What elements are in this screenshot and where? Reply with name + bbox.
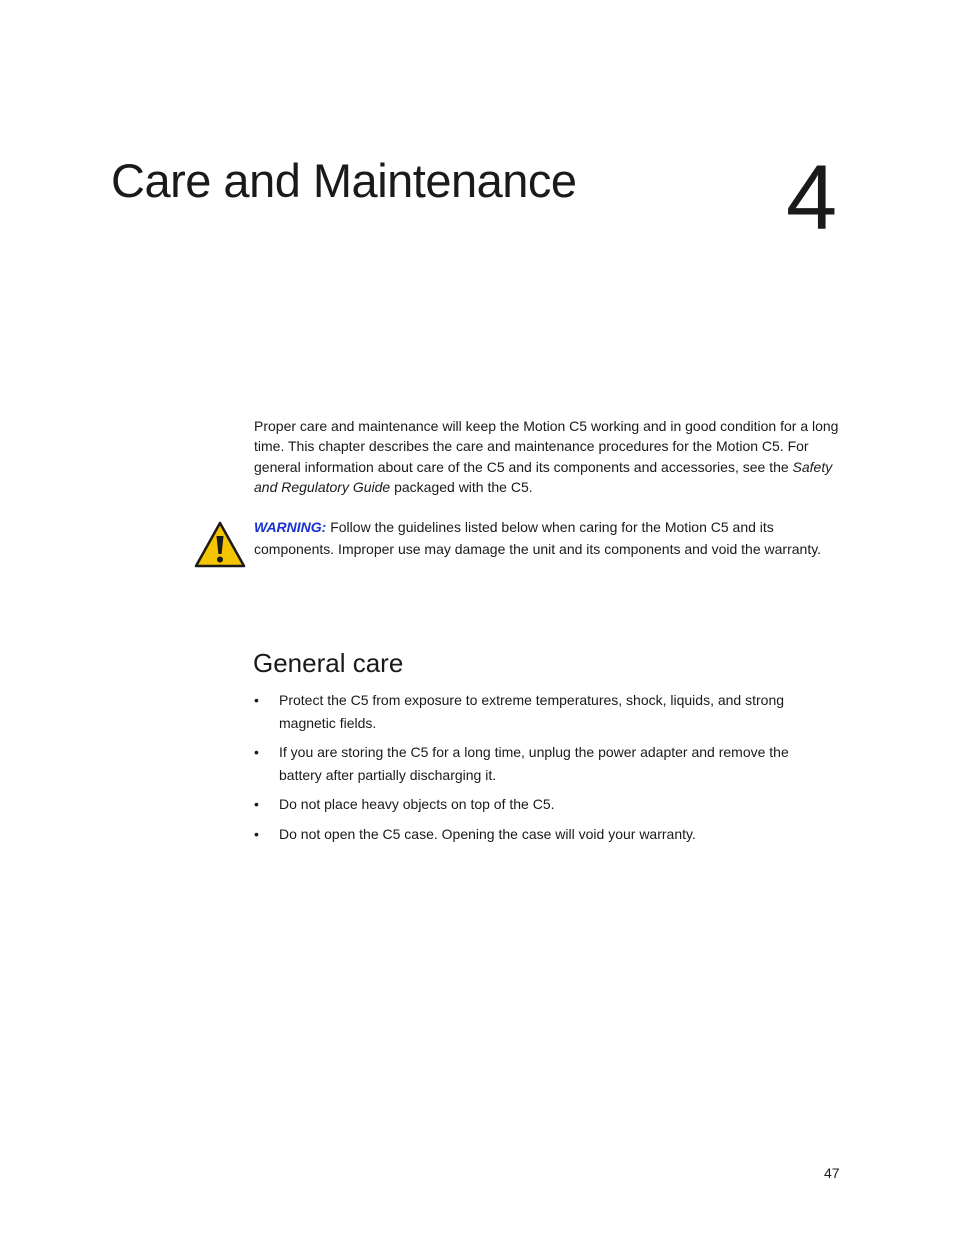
warning-label: WARNING: xyxy=(254,519,327,535)
list-item xyxy=(254,689,834,734)
intro-paragraph xyxy=(254,416,844,498)
bullet-icon: • xyxy=(254,825,259,842)
list-item-text: Protect the C5 from exposure to extreme temperatures, shock, liquids, and strong magnetic fields. xyxy=(279,692,785,731)
warning-text: Follow the guidelines listed below when caring for the Motion C5 and its components. Improper use may damage the unit and its components and void the warranty. xyxy=(254,519,822,557)
page-number: 47 xyxy=(824,1165,840,1181)
list-item xyxy=(254,823,834,846)
list-item-text: If you are storing the C5 for a long time, unplug the power adapter and remove the battery after partially discharging it. xyxy=(279,744,789,783)
list-item-text: Do not open the C5 case. Opening the case will void your warranty. xyxy=(279,825,696,842)
warning-triangle-icon xyxy=(193,520,247,570)
list-item xyxy=(254,741,834,786)
intro-text-start: Proper care and maintenance will keep the Motion C5 working and in good condition for a long time. This chapter describes the care and maintenance procedures for the Motion C5. For general information about care of the C5 and its components and accessories, see the xyxy=(254,418,839,475)
bullet-icon: • xyxy=(254,692,259,708)
list-item-text: Do not place heavy objects on top of the C5. xyxy=(279,796,555,812)
general-care-list xyxy=(254,689,834,852)
safety-guide-title: Safety and Regulatory Guide xyxy=(254,458,833,496)
chapter-title: Care and Maintenance xyxy=(111,154,577,207)
intro-text-end: packaged with the C5. xyxy=(390,479,533,496)
bullet-icon: • xyxy=(254,744,259,760)
bullet-icon: • xyxy=(254,796,259,812)
section-heading-general-care: General care xyxy=(253,648,404,678)
chapter-number: 4 xyxy=(786,147,838,249)
list-item xyxy=(254,793,834,816)
warning-note xyxy=(254,516,824,560)
